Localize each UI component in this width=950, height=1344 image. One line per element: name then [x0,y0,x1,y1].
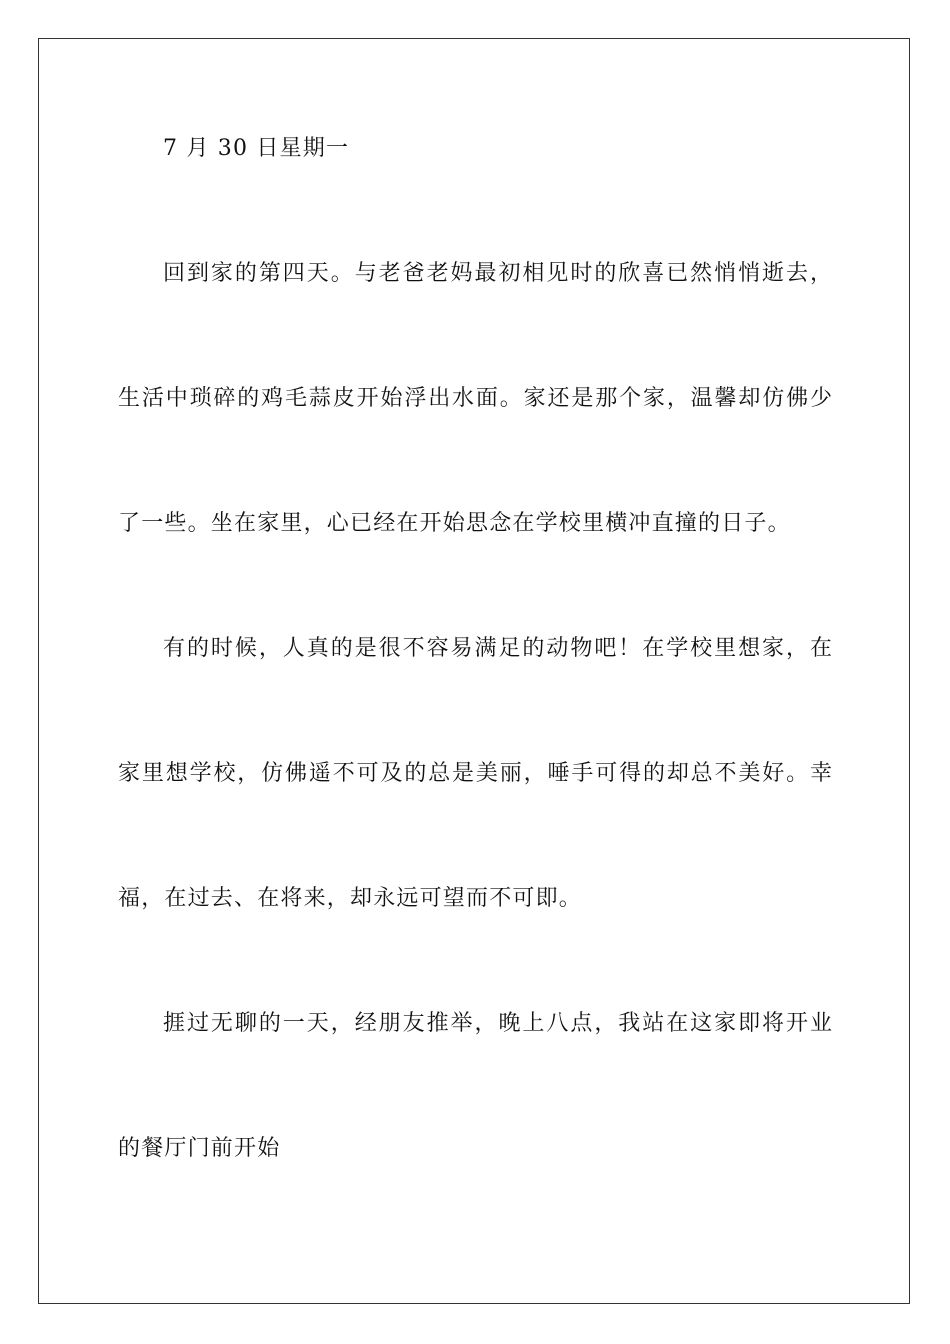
paragraph-1-line-1: 回到家的第四天。与老爸老妈最初相见时的欣喜已然悄悄逝去， [163,261,832,286]
paragraph-2-line-3: 福，在过去、在将来，却永远可望而不可即。 [118,886,583,911]
paragraph-3-line-2: 的餐厅门前开始 [118,1136,281,1161]
paragraph-1-line-3: 了一些。坐在家里，心已经在开始思念在学校里横冲直撞的日子。 [118,511,791,536]
date-heading: 7 月 30 日星期一 [163,136,350,161]
paragraph-2-line-2: 家里想学校，仿佛遥不可及的总是美丽，唾手可得的却总不美好。幸 [118,761,832,786]
page-border [38,38,910,1304]
paragraph-1-line-2: 生活中琐碎的鸡毛蒜皮开始浮出水面。家还是那个家，温馨却仿佛少 [118,386,832,411]
paragraph-3-line-1: 捱过无聊的一天，经朋友推举，晚上八点，我站在这家即将开业 [163,1011,832,1036]
paragraph-2-line-1: 有的时候，人真的是很不容易满足的动物吧！在学校里想家，在 [163,636,832,661]
